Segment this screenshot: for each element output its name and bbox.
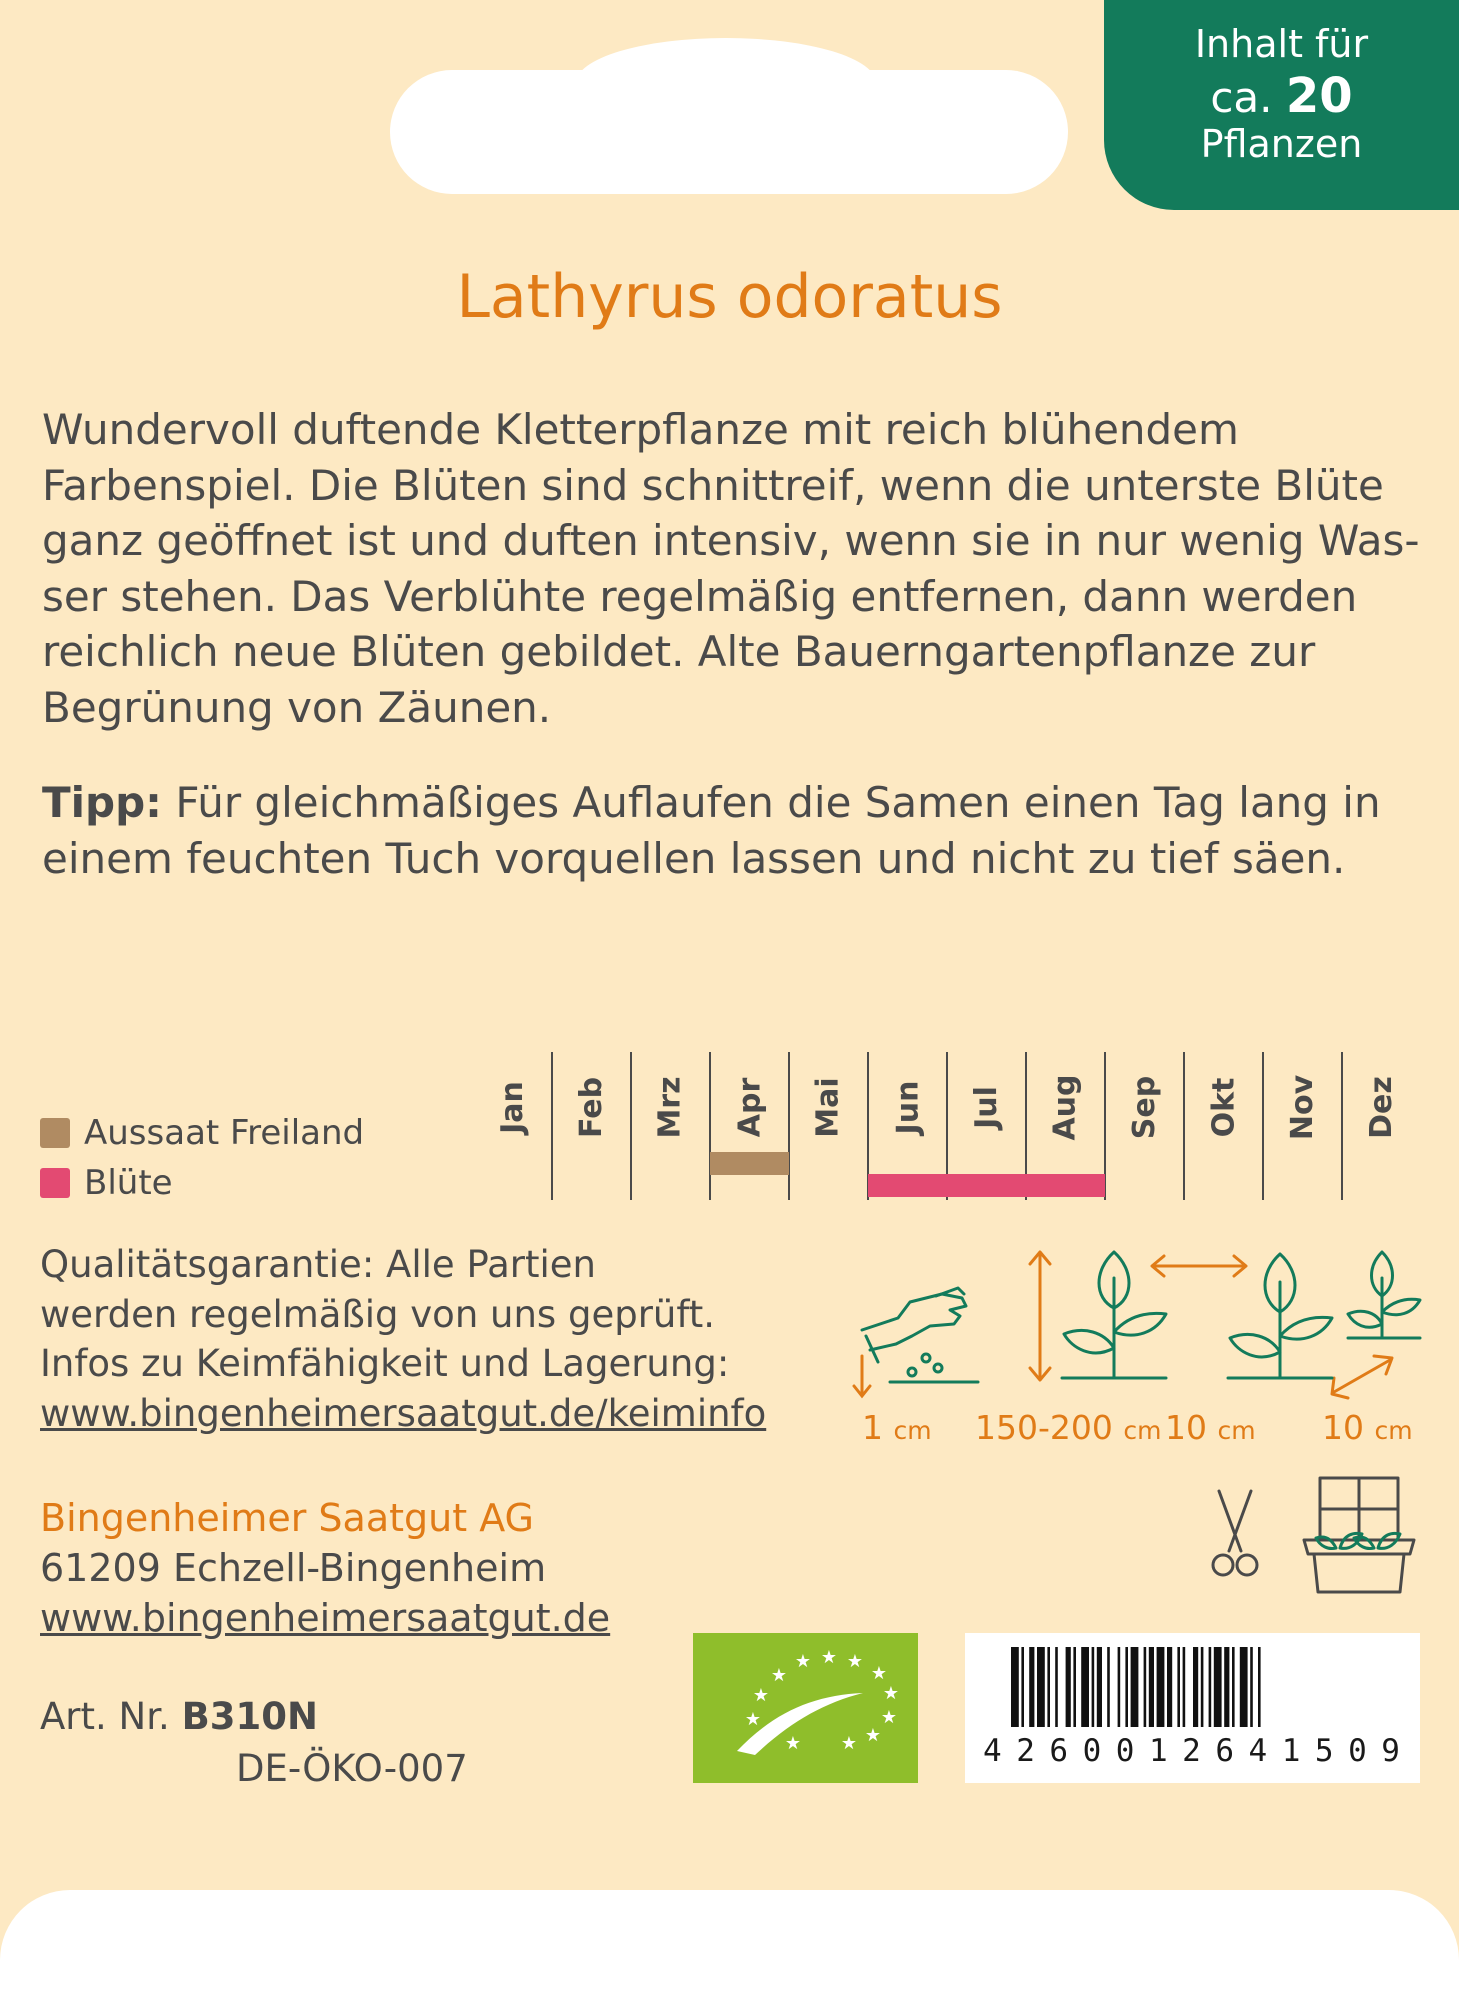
month-label: Apr — [732, 1077, 767, 1137]
content-badge — [1104, 0, 1459, 210]
bloom-bar-jul — [947, 1174, 1026, 1197]
barcode-digit: 1 — [1281, 1733, 1304, 1769]
month-divider — [1262, 1052, 1264, 1200]
article-number — [40, 1695, 318, 1738]
sowing-depth-label — [862, 1408, 932, 1447]
month-mai — [789, 1052, 868, 1200]
eu-star-icon: ★ — [846, 1651, 864, 1672]
company-url[interactable]: www.bingenheimersaatgut.de — [40, 1596, 611, 1640]
tip-body: Für gleichmäßiges Auflaufen die Samen einen Tag lang in einem feuchten Tuch vorquellen lassen und nicht zu tief säen. — [42, 778, 1381, 883]
eu-star-icon: ★ — [880, 1707, 898, 1728]
barcode-digit: 4 — [1248, 1733, 1271, 1769]
quality-line3: Infos zu Keimfähigkeit und Lagerung: — [40, 1342, 730, 1385]
month-label: Nov — [1285, 1074, 1320, 1140]
quality-line2: werden regelmäßig von uns geprüft. — [40, 1292, 716, 1336]
article-value: B310N — [181, 1695, 318, 1738]
month-label: Mrz — [652, 1075, 688, 1139]
bloom-bar-aug — [1026, 1174, 1105, 1197]
month-okt — [1184, 1052, 1263, 1200]
month-apr — [710, 1052, 789, 1200]
barcode — [965, 1633, 1420, 1783]
month-divider — [551, 1052, 553, 1200]
barcode-bar — [1081, 1647, 1089, 1727]
legend-sowing-label: Aussaat Freiland — [84, 1113, 365, 1153]
eu-star-icon: ★ — [840, 1733, 858, 1754]
month-divider — [1341, 1052, 1343, 1200]
month-dez — [1342, 1052, 1421, 1200]
sowing-bar-apr — [710, 1152, 789, 1175]
eu-star-icon: ★ — [870, 1663, 888, 1684]
legend-sowing — [40, 1108, 364, 1158]
barcode-bar — [1250, 1647, 1253, 1727]
plant-spacing-unit: cm — [1374, 1416, 1413, 1445]
badge-count: 20 — [1285, 68, 1353, 124]
barcode-digit: 0 — [1082, 1733, 1105, 1769]
hand-sowing-icon — [862, 1288, 978, 1382]
barcode-digit: 0 — [1115, 1733, 1138, 1769]
plant-height-icon — [1030, 1252, 1166, 1380]
company-address: 61209 Echzell-Bingenheim — [40, 1546, 547, 1590]
barcode-bar — [1240, 1647, 1248, 1727]
month-jan — [473, 1052, 552, 1200]
month-divider — [1183, 1052, 1185, 1200]
eu-star-icon: ★ — [752, 1685, 770, 1706]
packet-bottom-edge — [0, 1890, 1459, 2010]
barcode-digit: 6 — [1049, 1733, 1072, 1769]
barcode-bar — [1092, 1647, 1095, 1727]
company-name: Bingenheimer Saatgut AG — [40, 1496, 534, 1540]
barcode-bar — [1193, 1647, 1198, 1727]
keiminfo-link[interactable]: www.bingenheimersaatgut.de/keiminfo — [40, 1391, 767, 1435]
month-mrz — [631, 1052, 710, 1200]
barcode-bars — [965, 1633, 1420, 1733]
barcode-bar — [1232, 1647, 1235, 1727]
sowing-depth-value: 1 — [862, 1408, 883, 1447]
quality-guarantee — [40, 1240, 766, 1438]
eu-star-icon: ★ — [882, 1683, 900, 1704]
badge-line3: Pflanzen — [1200, 122, 1363, 166]
eu-star-icon: ★ — [744, 1709, 762, 1730]
sowing-depth-unit: cm — [893, 1416, 932, 1445]
barcode-bar — [1118, 1647, 1121, 1727]
legend-sowing-swatch — [40, 1118, 70, 1148]
legend-bloom — [40, 1158, 364, 1208]
barcode-bar — [1149, 1647, 1154, 1727]
plant-spacing-value: 10 — [1322, 1408, 1364, 1447]
barcode-bar — [1011, 1647, 1019, 1727]
month-label: Okt — [1205, 1077, 1241, 1137]
barcode-bar — [1167, 1647, 1172, 1727]
month-label: Mai — [810, 1076, 846, 1138]
height-unit: cm — [1123, 1416, 1162, 1445]
month-sep — [1105, 1052, 1184, 1200]
barcode-bar — [1073, 1647, 1076, 1727]
barcode-bar — [1209, 1647, 1212, 1727]
organic-control-code: DE-ÖKO-007 — [236, 1747, 468, 1790]
barcode-bar — [1097, 1647, 1102, 1727]
barcode-digit: 2 — [1016, 1733, 1038, 1769]
window-box-icon — [1300, 1476, 1418, 1596]
bloom-bar-jun — [868, 1174, 947, 1197]
month-label: Dez — [1364, 1075, 1399, 1139]
month-label: Jul — [969, 1085, 1004, 1129]
barcode-bar — [1021, 1647, 1024, 1727]
row-spacing-label — [1165, 1408, 1256, 1447]
eu-star-icon: ★ — [784, 1733, 802, 1754]
legend-bloom-swatch — [40, 1168, 70, 1198]
barcode-bar — [1125, 1647, 1128, 1727]
tip-label: Tipp: — [42, 778, 162, 827]
eu-star-icon: ★ — [794, 1651, 812, 1672]
eu-star-icon: ★ — [820, 1647, 838, 1668]
quality-line1: Qualitätsgarantie: Alle Partien — [40, 1243, 596, 1286]
badge-ca: ca. — [1210, 73, 1273, 122]
barcode-bar — [1224, 1647, 1229, 1727]
barcode-bar — [1029, 1647, 1034, 1727]
barcode-bar — [1037, 1647, 1045, 1727]
barcode-digit: 1 — [1148, 1733, 1171, 1769]
plant-spacing-label — [1322, 1408, 1413, 1447]
barcode-bar — [1107, 1647, 1110, 1727]
legend-bloom-label: Blüte — [84, 1163, 173, 1203]
barcode-digits — [983, 1733, 1403, 1769]
row-spacing-value: 10 — [1165, 1408, 1207, 1447]
barcode-digit: 5 — [1314, 1733, 1337, 1769]
barcode-bar — [1183, 1647, 1186, 1727]
product-description: Wundervoll duftende Kletterpflanze mit reich blühendem Farbenspiel. Die Blüten sind schnittreif, wenn die unterste Blüte ganz geöffnet ist und duften intensiv, wenn sie in nur wenig Wasser stehen. Das Verblühte regelmäßig entfernen, dann werden reichlich neue Blüten gebildet. Alte Bauerngartenpflanze zur Begrünung von Zäunen. — [42, 405, 1420, 732]
barcode-digit: 2 — [1182, 1733, 1204, 1769]
barcode-bar — [1157, 1647, 1165, 1727]
calendar-legend — [40, 1108, 364, 1208]
barcode-digit: 0 — [1348, 1733, 1370, 1769]
tip-text — [42, 775, 1432, 886]
row-spacing-unit: cm — [1217, 1416, 1256, 1445]
barcode-bar — [1055, 1647, 1058, 1727]
hang-hole — [390, 70, 1068, 194]
month-label: Sep — [1127, 1075, 1162, 1139]
article-label: Art. Nr. — [40, 1695, 170, 1738]
barcode-bar — [1177, 1647, 1180, 1727]
month-label: Aug — [1048, 1073, 1083, 1141]
height-value: 150-200 — [975, 1408, 1113, 1447]
barcode-bar — [1066, 1647, 1071, 1727]
height-label — [975, 1408, 1162, 1447]
eu-organic-logo — [693, 1633, 918, 1783]
badge-count-line — [1104, 68, 1459, 124]
company-info — [40, 1493, 610, 1643]
month-divider — [788, 1052, 790, 1200]
month-label: Jan — [494, 1080, 530, 1134]
scissors-icon — [1205, 1487, 1265, 1583]
barcode-bar — [1131, 1647, 1139, 1727]
eu-leaf-stars-icon — [693, 1633, 918, 1783]
month-feb — [552, 1052, 631, 1200]
month-divider — [709, 1052, 711, 1200]
barcode-digit: 6 — [1215, 1733, 1237, 1769]
barcode-digit: 9 — [1381, 1733, 1403, 1769]
barcode-bar — [1201, 1647, 1204, 1727]
plant-spacing-icon — [1152, 1252, 1420, 1398]
month-label: Feb — [573, 1076, 609, 1138]
growing-calendar — [473, 1052, 1421, 1200]
barcode-bar — [1214, 1647, 1222, 1727]
month-divider — [630, 1052, 632, 1200]
barcode-digit: 4 — [983, 1733, 1005, 1769]
barcode-bar — [1258, 1647, 1261, 1727]
month-label: Jun — [889, 1080, 925, 1134]
product-title: Lathyrus odoratus — [456, 262, 1003, 332]
month-nov — [1263, 1052, 1342, 1200]
eu-star-icon: ★ — [864, 1725, 882, 1746]
badge-line1: Inhalt für — [1194, 22, 1369, 66]
barcode-bar — [1144, 1647, 1147, 1727]
barcode-bar — [1047, 1647, 1050, 1727]
eu-star-icon: ★ — [770, 1665, 788, 1686]
sowing-depth-arrow — [854, 1356, 870, 1396]
